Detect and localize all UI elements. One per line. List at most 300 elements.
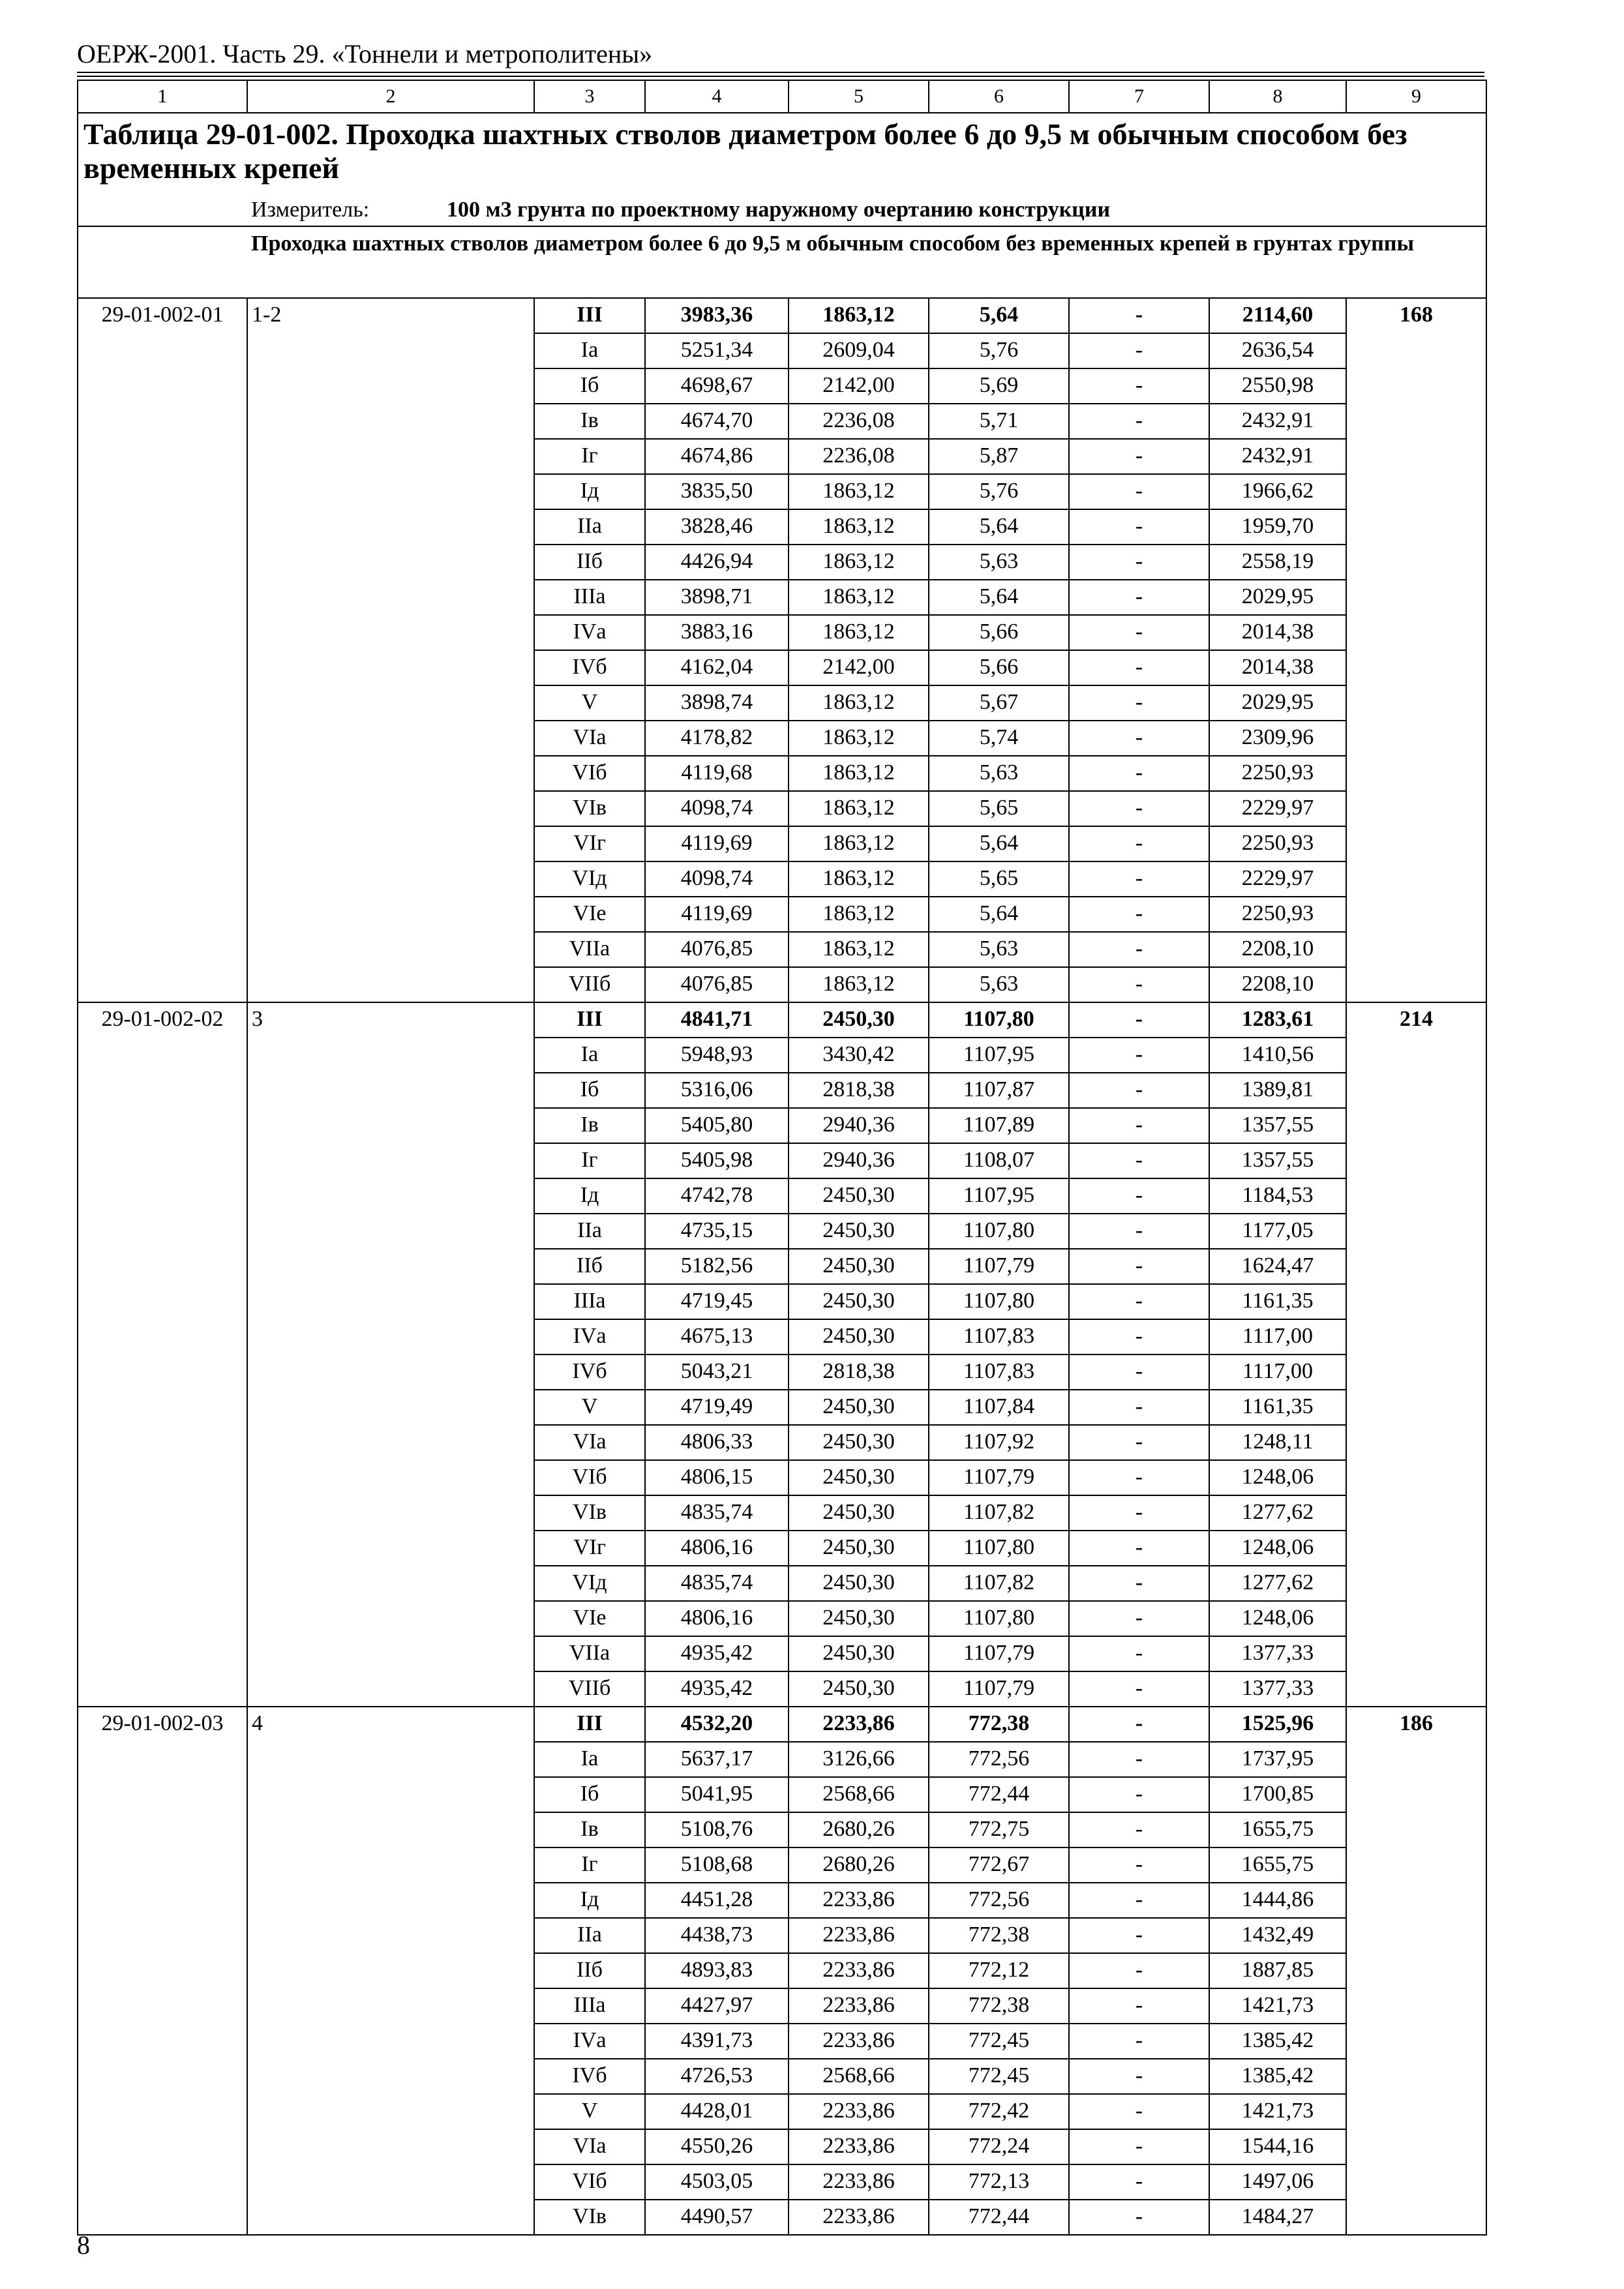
value-cell: 772,42 [929, 2094, 1069, 2129]
value-cell: - [1069, 1425, 1209, 1460]
column-number: 4 [645, 80, 789, 113]
value-cell: 5251,34 [645, 333, 789, 368]
value-cell: - [1069, 1636, 1209, 1671]
value-cell: 2558,19 [1209, 545, 1346, 580]
value-cell: 1177,05 [1209, 1214, 1346, 1249]
value-cell: 1161,35 [1209, 1390, 1346, 1425]
subheader-text: Проходка шахтных стволов диаметром более 6 до 9,5 м обычным способом без временных крепей в грунтах группы [247, 226, 1486, 298]
column-number: 2 [247, 80, 534, 113]
region-cell: VIд [534, 1566, 645, 1601]
region-cell: III [534, 1707, 645, 1742]
value-cell: 772,38 [929, 1918, 1069, 1953]
value-cell: - [1069, 2200, 1209, 2235]
value-cell: 2818,38 [789, 1073, 929, 1108]
value-cell: 4076,85 [645, 967, 789, 1002]
value-cell: 2233,86 [789, 2094, 929, 2129]
region-cell: Iа [534, 1038, 645, 1073]
value-cell: 1389,81 [1209, 1073, 1346, 1108]
value-cell: 4532,20 [645, 1707, 789, 1742]
value-cell: 772,56 [929, 1742, 1069, 1777]
region-cell: VIа [534, 2129, 645, 2164]
value-cell: 1410,56 [1209, 1038, 1346, 1073]
value-cell: 1107,80 [929, 1002, 1069, 1038]
value-cell: 1107,83 [929, 1319, 1069, 1354]
value-cell: 2029,95 [1209, 685, 1346, 721]
value-cell: 5,66 [929, 650, 1069, 685]
value-cell: 2014,38 [1209, 650, 1346, 685]
value-cell: 2432,91 [1209, 439, 1346, 474]
region-cell: VIв [534, 791, 645, 826]
value-cell: 4835,74 [645, 1566, 789, 1601]
value-cell: - [1069, 1073, 1209, 1108]
value-cell: - [1069, 439, 1209, 474]
region-cell: IVб [534, 650, 645, 685]
value-cell: 1863,12 [789, 791, 929, 826]
region-cell: Iд [534, 474, 645, 509]
region-cell: Iб [534, 1777, 645, 1812]
value-cell: 1737,95 [1209, 1742, 1346, 1777]
value-cell: 4835,74 [645, 1495, 789, 1531]
value-cell: - [1069, 545, 1209, 580]
value-cell: 4451,28 [645, 1883, 789, 1918]
value-cell: 772,13 [929, 2164, 1069, 2200]
table-row [78, 1002, 1486, 1038]
value-cell: - [1069, 1002, 1209, 1038]
value-cell: 1887,85 [1209, 1953, 1346, 1988]
value-cell: - [1069, 1354, 1209, 1390]
unit-cell [247, 194, 1486, 226]
value-cell: 2550,98 [1209, 368, 1346, 404]
region-cell: IIб [534, 1249, 645, 1284]
value-cell: 5,64 [929, 897, 1069, 932]
region-cell: IIа [534, 1918, 645, 1953]
value-cell: 772,44 [929, 1777, 1069, 1812]
soil-group: 4 [247, 1707, 534, 2235]
region-cell: VIв [534, 1495, 645, 1531]
region-cell: VIа [534, 1425, 645, 1460]
region-cell: Iг [534, 1848, 645, 1883]
value-cell: 1421,73 [1209, 2094, 1346, 2129]
value-cell: 2432,91 [1209, 404, 1346, 439]
value-cell: - [1069, 2164, 1209, 2200]
column-number: 5 [789, 80, 929, 113]
value-cell: 4806,15 [645, 1460, 789, 1495]
value-cell: - [1069, 404, 1209, 439]
region-cell: VIг [534, 1531, 645, 1566]
value-cell: 5182,56 [645, 1249, 789, 1284]
table-title: Таблица 29-01-002. Проходка шахтных стволов диаметром более 6 до 9,5 м обычным способом без временных крепей [78, 113, 1486, 194]
value-cell: 5,87 [929, 439, 1069, 474]
value-cell: 772,24 [929, 2129, 1069, 2164]
region-cell: Iа [534, 1742, 645, 1777]
region-cell: VIе [534, 1601, 645, 1636]
value-cell: 4735,15 [645, 1214, 789, 1249]
value-cell: 5405,98 [645, 1143, 789, 1178]
region-cell: III [534, 1002, 645, 1038]
value-cell: 1107,80 [929, 1531, 1069, 1566]
value-cell: 1357,55 [1209, 1143, 1346, 1178]
value-cell: - [1069, 1812, 1209, 1848]
column-number-row [78, 80, 1486, 113]
value-cell: 2114,60 [1209, 298, 1346, 333]
value-cell: 1107,87 [929, 1073, 1069, 1108]
value-cell: 2818,38 [789, 1354, 929, 1390]
value-cell: 2450,30 [789, 1390, 929, 1425]
value-cell: 1863,12 [789, 509, 929, 545]
value-cell: 1863,12 [789, 474, 929, 509]
value-cell: 2233,86 [789, 1953, 929, 1988]
value-cell: 5,67 [929, 685, 1069, 721]
region-cell: IIб [534, 1953, 645, 1988]
value-cell: 772,75 [929, 1812, 1069, 1848]
value-cell: 1357,55 [1209, 1108, 1346, 1143]
value-cell: 2450,30 [789, 1636, 929, 1671]
value-cell: - [1069, 368, 1209, 404]
value-cell: 5,63 [929, 545, 1069, 580]
value-cell: 1248,06 [1209, 1460, 1346, 1495]
value-cell: - [1069, 756, 1209, 791]
value-cell: - [1069, 1038, 1209, 1073]
value-cell: 4427,97 [645, 1988, 789, 2024]
value-cell: 5043,21 [645, 1354, 789, 1390]
value-cell: - [1069, 1143, 1209, 1178]
region-cell: VIд [534, 861, 645, 897]
column-number: 1 [78, 80, 247, 113]
value-cell: 1107,82 [929, 1566, 1069, 1601]
value-cell: 2250,93 [1209, 826, 1346, 861]
value-cell: 4503,05 [645, 2164, 789, 2200]
region-cell: VIб [534, 2164, 645, 2200]
region-cell: Iа [534, 333, 645, 368]
value-cell: 4550,26 [645, 2129, 789, 2164]
unit-label: Измеритель: [251, 198, 370, 222]
value-cell: 1107,95 [929, 1178, 1069, 1214]
value-cell: - [1069, 1531, 1209, 1566]
value-cell: - [1069, 2059, 1209, 2094]
value-cell: 2014,38 [1209, 615, 1346, 650]
soil-group: 1-2 [247, 298, 534, 1002]
value-cell: 2940,36 [789, 1143, 929, 1178]
value-cell: 1497,06 [1209, 2164, 1346, 2200]
value-cell: 2450,30 [789, 1284, 929, 1319]
value-cell: 5405,80 [645, 1108, 789, 1143]
value-cell: 5,64 [929, 826, 1069, 861]
value-cell: 1863,12 [789, 545, 929, 580]
value-cell: 4675,13 [645, 1319, 789, 1354]
value-cell: 1107,92 [929, 1425, 1069, 1460]
value-cell: 1377,33 [1209, 1636, 1346, 1671]
value-cell: 4076,85 [645, 932, 789, 967]
rate-code: 29-01-002-03 [78, 1707, 247, 2235]
value-cell: 4098,74 [645, 861, 789, 897]
value-cell: 3430,42 [789, 1038, 929, 1073]
value-cell: 1283,61 [1209, 1002, 1346, 1038]
value-cell: 1277,62 [1209, 1495, 1346, 1531]
value-cell: 3828,46 [645, 509, 789, 545]
value-cell: 1107,79 [929, 1636, 1069, 1671]
value-cell: 4428,01 [645, 2094, 789, 2129]
region-cell: V [534, 1390, 645, 1425]
value-cell: - [1069, 932, 1209, 967]
value-cell: 1107,82 [929, 1495, 1069, 1531]
value-cell: 772,56 [929, 1883, 1069, 1918]
value-cell: 1385,42 [1209, 2059, 1346, 2094]
value-cell: 5041,95 [645, 1777, 789, 1812]
value-cell: 3126,66 [789, 1742, 929, 1777]
value-cell: 2208,10 [1209, 932, 1346, 967]
value-cell: 1117,00 [1209, 1319, 1346, 1354]
value-cell: 2309,96 [1209, 721, 1346, 756]
region-cell: VIIб [534, 967, 645, 1002]
value-cell: 5,63 [929, 756, 1069, 791]
value-cell: 2229,97 [1209, 861, 1346, 897]
rate-code: 29-01-002-01 [78, 298, 247, 1002]
value-cell: 2450,30 [789, 1002, 929, 1038]
value-cell: 5,66 [929, 615, 1069, 650]
value-cell: - [1069, 1178, 1209, 1214]
region-cell: IIIа [534, 580, 645, 615]
value-cell: 2236,08 [789, 439, 929, 474]
value-cell: 1863,12 [789, 861, 929, 897]
value-cell: 2450,30 [789, 1178, 929, 1214]
value-cell: 1863,12 [789, 580, 929, 615]
value-cell: 4438,73 [645, 1918, 789, 1953]
value-cell: 2233,86 [789, 2200, 929, 2235]
value-cell: 4806,33 [645, 1425, 789, 1460]
unit-value: 100 м3 грунта по проектному наружному очертанию конструкции [447, 198, 1111, 222]
region-cell: V [534, 685, 645, 721]
value-cell: 4426,94 [645, 545, 789, 580]
value-cell: 4935,42 [645, 1671, 789, 1707]
value-cell: - [1069, 615, 1209, 650]
value-cell: 4098,74 [645, 791, 789, 826]
value-cell: 4119,68 [645, 756, 789, 791]
value-cell: 1700,85 [1209, 1777, 1346, 1812]
value-cell: - [1069, 1848, 1209, 1883]
region-cell: VIIа [534, 932, 645, 967]
value-cell: 1444,86 [1209, 1883, 1346, 1918]
value-cell: 2233,86 [789, 1707, 929, 1742]
value-cell: 1107,83 [929, 1354, 1069, 1390]
value-cell: 1277,62 [1209, 1566, 1346, 1601]
value-cell: - [1069, 2024, 1209, 2059]
value-cell: 1108,07 [929, 1143, 1069, 1178]
value-cell: - [1069, 298, 1209, 333]
value-cell: 5,64 [929, 509, 1069, 545]
value-cell: 2568,66 [789, 1777, 929, 1812]
value-cell: - [1069, 1249, 1209, 1284]
rate-code: 29-01-002-02 [78, 1002, 247, 1707]
value-cell: - [1069, 2129, 1209, 2164]
value-cell: 2142,00 [789, 650, 929, 685]
value-cell: - [1069, 1918, 1209, 1953]
region-cell: IVа [534, 1319, 645, 1354]
value-cell: 5,65 [929, 791, 1069, 826]
region-cell: Iд [534, 1178, 645, 1214]
value-cell: 2450,30 [789, 1425, 929, 1460]
value-cell: 1544,16 [1209, 2129, 1346, 2164]
value-cell: - [1069, 474, 1209, 509]
value-cell: 5,63 [929, 967, 1069, 1002]
value-cell: 2233,86 [789, 1918, 929, 1953]
value-cell: 1107,95 [929, 1038, 1069, 1073]
region-cell: Iв [534, 1108, 645, 1143]
value-cell: 1959,70 [1209, 509, 1346, 545]
value-cell: - [1069, 1953, 1209, 1988]
region-cell: IVб [534, 1354, 645, 1390]
value-cell: 2450,30 [789, 1495, 929, 1531]
value-cell: 2609,04 [789, 333, 929, 368]
value-cell: 1248,11 [1209, 1425, 1346, 1460]
value-cell: 772,44 [929, 2200, 1069, 2235]
value-cell: 5,69 [929, 368, 1069, 404]
region-cell: VIб [534, 756, 645, 791]
value-cell: 2233,86 [789, 2024, 929, 2059]
region-cell: VIа [534, 721, 645, 756]
value-cell: - [1069, 861, 1209, 897]
region-cell: VIIб [534, 1671, 645, 1707]
value-cell: - [1069, 1319, 1209, 1354]
value-cell: - [1069, 897, 1209, 932]
region-cell: IVб [534, 2059, 645, 2094]
region-cell: Iд [534, 1883, 645, 1918]
soil-group: 3 [247, 1002, 534, 1707]
value-cell: 4841,71 [645, 1002, 789, 1038]
value-cell: 4698,67 [645, 368, 789, 404]
value-cell: 4674,70 [645, 404, 789, 439]
value-cell: 2636,54 [1209, 333, 1346, 368]
region-cell: IIа [534, 509, 645, 545]
region-cell: VIв [534, 2200, 645, 2235]
region-cell: VIIа [534, 1636, 645, 1671]
table-title-row [78, 113, 1486, 194]
region-cell: IIIа [534, 1988, 645, 2024]
value-cell: 1432,49 [1209, 1918, 1346, 1953]
region-cell: VIб [534, 1460, 645, 1495]
value-cell: 2233,86 [789, 1883, 929, 1918]
value-cell: 1525,96 [1209, 1707, 1346, 1742]
value-cell: 1863,12 [789, 721, 929, 756]
value-cell: - [1069, 1777, 1209, 1812]
value-cell: 1107,89 [929, 1108, 1069, 1143]
value-cell: 5316,06 [645, 1073, 789, 1108]
value-cell: 4178,82 [645, 721, 789, 756]
region-cell: IIIа [534, 1284, 645, 1319]
value-cell: 772,45 [929, 2059, 1069, 2094]
value-cell: 2250,93 [1209, 897, 1346, 932]
value-cell: 4490,57 [645, 2200, 789, 2235]
region-cell: IIа [534, 1214, 645, 1249]
region-cell: IVа [534, 2024, 645, 2059]
value-cell: 772,38 [929, 1707, 1069, 1742]
value-cell: 4806,16 [645, 1531, 789, 1566]
value-cell: 2450,30 [789, 1671, 929, 1707]
value-cell: 2208,10 [1209, 967, 1346, 1002]
value-cell: 5,76 [929, 333, 1069, 368]
value-cell: 1248,06 [1209, 1601, 1346, 1636]
value-cell: 1655,75 [1209, 1812, 1346, 1848]
value-cell: 4119,69 [645, 826, 789, 861]
value-cell: 772,12 [929, 1953, 1069, 1988]
value-cell: - [1069, 333, 1209, 368]
value-cell: 1184,53 [1209, 1178, 1346, 1214]
value-cell: 5637,17 [645, 1742, 789, 1777]
value-cell: 1484,27 [1209, 2200, 1346, 2235]
value-cell: 1421,73 [1209, 1988, 1346, 2024]
region-cell: III [534, 298, 645, 333]
value-cell: 2233,86 [789, 2129, 929, 2164]
value-cell: - [1069, 721, 1209, 756]
value-cell: - [1069, 1671, 1209, 1707]
value-cell: - [1069, 685, 1209, 721]
value-cell: - [1069, 1108, 1209, 1143]
value-cell: 1107,80 [929, 1601, 1069, 1636]
value-cell: 2450,30 [789, 1460, 929, 1495]
value-cell: 1863,12 [789, 932, 929, 967]
rates-table [77, 80, 1487, 2236]
value-cell: 1863,12 [789, 756, 929, 791]
column-9-value: 214 [1346, 1002, 1486, 1707]
value-cell: - [1069, 1214, 1209, 1249]
column-number: 7 [1069, 80, 1209, 113]
value-cell: 5,64 [929, 580, 1069, 615]
value-cell: 1655,75 [1209, 1848, 1346, 1883]
unit-row [78, 194, 1486, 226]
value-cell: 1377,33 [1209, 1671, 1346, 1707]
value-cell: - [1069, 1988, 1209, 2024]
value-cell: 1117,00 [1209, 1354, 1346, 1390]
value-cell: - [1069, 1390, 1209, 1425]
value-cell: 2450,30 [789, 1566, 929, 1601]
value-cell: 2233,86 [789, 1988, 929, 2024]
value-cell: 4162,04 [645, 650, 789, 685]
region-cell: Iв [534, 404, 645, 439]
value-cell: 4742,78 [645, 1178, 789, 1214]
value-cell: 2680,26 [789, 1812, 929, 1848]
value-cell: 1107,79 [929, 1460, 1069, 1495]
column-9-value: 186 [1346, 1707, 1486, 2235]
value-cell: 1248,06 [1209, 1531, 1346, 1566]
value-cell: 4806,16 [645, 1601, 789, 1636]
region-cell: Iб [534, 368, 645, 404]
value-cell: 3883,16 [645, 615, 789, 650]
value-cell: 1107,84 [929, 1390, 1069, 1425]
value-cell: - [1069, 1566, 1209, 1601]
value-cell: 4935,42 [645, 1636, 789, 1671]
value-cell: 1624,47 [1209, 1249, 1346, 1284]
value-cell: 1161,35 [1209, 1284, 1346, 1319]
value-cell: 772,45 [929, 2024, 1069, 2059]
value-cell: 1863,12 [789, 826, 929, 861]
value-cell: 1863,12 [789, 967, 929, 1002]
value-cell: 5108,76 [645, 1812, 789, 1848]
value-cell: 3983,36 [645, 298, 789, 333]
value-cell: 2250,93 [1209, 756, 1346, 791]
table-row [78, 298, 1486, 333]
value-cell: 1863,12 [789, 298, 929, 333]
value-cell: 1966,62 [1209, 474, 1346, 509]
value-cell: 5948,93 [645, 1038, 789, 1073]
value-cell: 4391,73 [645, 2024, 789, 2059]
value-cell: 4719,45 [645, 1284, 789, 1319]
region-cell: Iг [534, 1143, 645, 1178]
column-number: 8 [1209, 80, 1346, 113]
page-number: 8 [77, 2230, 90, 2260]
value-cell: 4719,49 [645, 1390, 789, 1425]
value-cell: - [1069, 1742, 1209, 1777]
value-cell: 3898,71 [645, 580, 789, 615]
value-cell: - [1069, 1284, 1209, 1319]
